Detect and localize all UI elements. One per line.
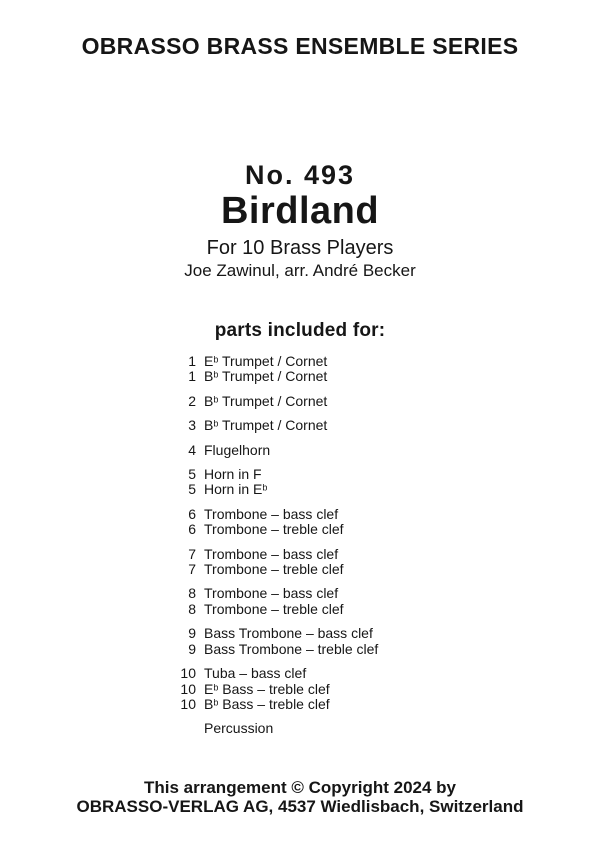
part-row xyxy=(152,522,378,537)
part-number: 2 xyxy=(188,392,196,409)
part-row xyxy=(152,562,378,577)
part-group xyxy=(152,394,378,409)
part-label: Trombone – bass clef xyxy=(204,585,339,602)
parts-list xyxy=(152,354,378,746)
part-number: 7 xyxy=(188,545,196,562)
part-label: Bass Trombone – treble clef xyxy=(204,640,379,657)
part-label: $B^b$ Trumpet / Cornet xyxy=(204,417,328,434)
work-title: Birdland xyxy=(220,190,380,232)
part-row xyxy=(152,721,378,736)
part-row xyxy=(152,418,378,433)
part-label: Trombone – treble clef xyxy=(204,600,344,617)
part-number: 8 xyxy=(188,585,196,602)
part-label: Tuba – bass clef xyxy=(204,665,307,682)
part-row xyxy=(152,697,378,712)
part-label: Flugelhorn xyxy=(204,441,271,458)
part-number: 10 xyxy=(180,680,196,697)
composer-arranger-credit: Joe Zawinul, arr. André Becker xyxy=(184,261,416,280)
part-label: $B^b$ Trumpet / Cornet xyxy=(204,368,328,385)
part-group xyxy=(152,443,378,458)
part-label: Percussion xyxy=(204,720,274,737)
part-row xyxy=(152,394,378,409)
part-label: Horn in $E^b$ xyxy=(204,481,268,498)
part-label: $E^b$ Bass – treble clef xyxy=(204,680,330,697)
part-row xyxy=(152,642,378,657)
part-group xyxy=(152,418,378,433)
part-row xyxy=(152,626,378,641)
part-number: 6 xyxy=(188,505,196,522)
copyright-line: This arrangement © Copyright 2024 by xyxy=(144,778,456,797)
part-label: $B^b$ Trumpet / Cornet xyxy=(204,392,328,409)
part-number: 4 xyxy=(188,441,196,458)
part-label: Trombone – treble clef xyxy=(204,521,344,538)
part-row xyxy=(152,354,378,369)
part-label: $B^b$ Bass – treble clef xyxy=(204,695,330,712)
part-group xyxy=(152,507,378,538)
ensemble-subtitle: For 10 Brass Players xyxy=(206,237,394,259)
part-number: 5 xyxy=(188,481,196,498)
catalog-number: No. 493 xyxy=(244,160,356,190)
publisher-line: OBRASSO-VERLAG AG, 4537 Wiedlisbach, Switzerland xyxy=(76,796,524,816)
part-label: Trombone – bass clef xyxy=(204,505,339,522)
part-label: Horn in F xyxy=(204,466,262,483)
part-row xyxy=(152,586,378,601)
series-title: OBRASSO BRASS ENSEMBLE SERIES xyxy=(81,33,519,59)
flat-sign: b xyxy=(262,483,268,494)
flat-sign: b xyxy=(213,394,219,405)
part-number: 3 xyxy=(188,417,196,434)
flat-sign: b xyxy=(213,682,219,693)
flat-sign: b xyxy=(213,370,219,380)
part-number: 10 xyxy=(180,665,196,682)
part-number: 7 xyxy=(188,561,196,578)
part-row xyxy=(152,666,378,681)
parts-heading: parts included for: xyxy=(214,320,386,341)
part-row xyxy=(152,507,378,522)
part-group xyxy=(152,586,378,617)
part-row xyxy=(152,369,378,384)
flat-sign: b xyxy=(213,697,219,708)
part-row xyxy=(152,602,378,617)
part-number: 6 xyxy=(188,521,196,538)
part-group xyxy=(152,354,378,385)
part-group xyxy=(152,666,378,712)
part-group xyxy=(152,626,378,657)
part-number: 9 xyxy=(188,640,196,657)
part-number: 8 xyxy=(188,600,196,617)
part-label: $E^b$ Trumpet / Cornet xyxy=(204,353,328,369)
part-row xyxy=(152,482,378,497)
copyright-footer xyxy=(0,779,600,816)
flat-sign: b xyxy=(213,354,219,365)
part-number: 1 xyxy=(188,368,196,385)
part-row xyxy=(152,682,378,697)
part-label: Trombone – bass clef xyxy=(204,545,339,562)
part-group xyxy=(152,721,378,736)
part-label: Bass Trombone – bass clef xyxy=(204,625,373,642)
part-row xyxy=(152,547,378,562)
part-group xyxy=(152,467,378,498)
flat-sign: b xyxy=(213,418,219,429)
part-row xyxy=(152,467,378,482)
part-number: 5 xyxy=(188,466,196,483)
part-group xyxy=(152,547,378,578)
part-label: Trombone – treble clef xyxy=(204,561,344,578)
title-block xyxy=(0,162,600,281)
part-number: 10 xyxy=(180,695,196,712)
part-number: 1 xyxy=(188,353,196,369)
part-number: 9 xyxy=(188,625,196,642)
part-row xyxy=(152,443,378,458)
